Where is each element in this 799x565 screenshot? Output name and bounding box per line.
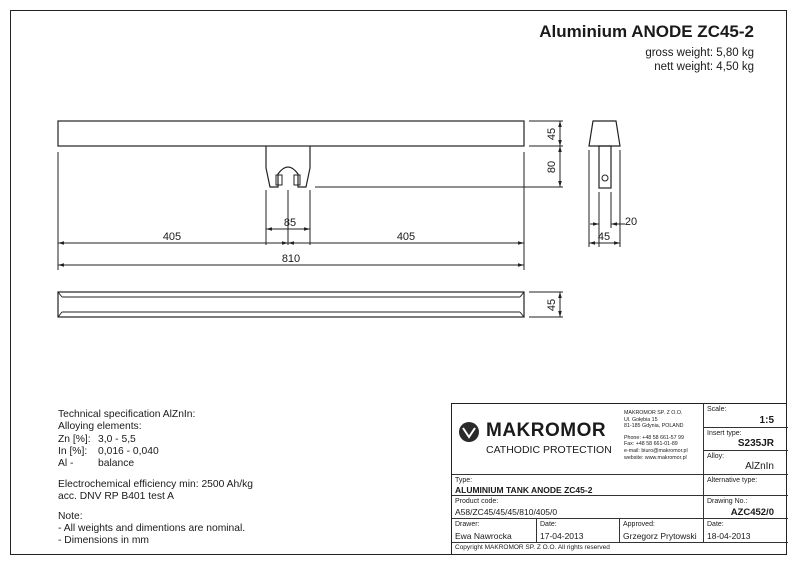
in-value: 0,016 - 0,040 [98,446,159,457]
dim-405-left: 405 [162,231,182,243]
approved-value: Grzegorz Prytowski [623,531,697,541]
dim-80-height: 80 [546,160,558,174]
dim-45-height: 45 [546,127,558,141]
product-code-value: A58/ZC45/45/45/810/405/0 [455,507,558,517]
dim-45-top-view: 45 [546,298,558,312]
anode-insert-bracket [266,146,310,187]
brand-subtitle: CATHODIC PROTECTION [486,444,612,456]
copyright-note: Copyright MAKROMOR SP. Z O.O. All rights reserved [455,544,610,551]
note-units: - Dimensions in mm [58,535,149,546]
spec-heading: Technical specification AlZnIn: [58,409,196,420]
insert-type-value: S235JR [737,438,774,449]
alloying-heading: Alloying elements: [58,421,142,432]
zn-label: Zn [%]: [58,434,91,445]
al-value: balance [98,458,135,469]
company-cell [452,404,704,475]
bracket-slot-left [276,175,282,185]
dim-85-width: 85 [283,217,297,229]
drawer-value: Ewa Nawrocka [455,531,512,541]
approve-date-cell: Date: 18-04-2013 [704,519,788,543]
anode-body-top [58,292,524,317]
nett-weight: nett weight: 4,50 kg [654,61,754,73]
note-weights: - All weights and dimentions are nominal. [58,523,246,534]
al-label: Al - [58,458,74,469]
draw-date-cell: Date: 17-04-2013 [537,519,620,543]
zn-value: 3,0 - 5,5 [98,434,136,445]
insert-hole [602,175,608,181]
alloy-cell: Alloy: AlZnIn [704,451,788,475]
drawing-number-value: AZC452/0 [730,507,774,518]
insert-type-cell: Insert type: S235JR [704,428,788,451]
dim-810-length: 810 [281,253,301,265]
efficiency-line-2: acc. DNV RP B401 test A [58,491,174,502]
type-cell: Type: ALUMINIUM TANK ANODE ZC45-2 [452,475,704,496]
drawing-number-cell: Drawing No.: AZC452/0 [704,496,788,519]
in-label: In [%]: [58,446,88,457]
dim-20-width: 20 [624,216,638,228]
alternative-type-cell: Alternative type: [704,475,788,496]
drawing-title: Aluminium ANODE ZC45-2 [539,22,754,41]
scale-value: 1:5 [759,415,774,426]
makromor-logo-icon [458,421,480,443]
company-address: MAKROMOR SP. Z O.O. Ul. Gołębia 15 81-185 Gdynia, POLAND Phone: +48 58 661-57 99 Fax: +48 58 661-01-89 e-mail: biuro@makromor.pl website: www.makromor.pl [624,410,688,461]
dim-45-width: 45 [597,231,611,243]
approved-cell: Approved: Grzegorz Prytowski [620,519,704,543]
anode-side-profile [589,121,620,146]
scale-cell: Scale: 1:5 [704,404,788,428]
title-block [451,403,787,555]
gross-weight: gross weight: 5,80 kg [645,47,754,59]
product-code-cell: Product code: A58/ZC45/45/45/810/405/0 [452,496,704,519]
draw-date-value: 17-04-2013 [540,531,584,541]
dim-405-right: 405 [396,231,416,243]
drawer-cell: Drawer: Ewa Nawrocka [452,519,537,543]
brand-name: MAKROMOR [486,420,607,441]
bracket-slot-right [294,175,300,185]
approve-date-value: 18-04-2013 [707,531,751,541]
alloy-value: AlZnIn [745,461,774,472]
type-value: ALUMINIUM TANK ANODE ZC45-2 [455,485,593,495]
efficiency-line-1: Electrochemical efficiency min: 2500 Ah/kg [58,479,253,490]
note-heading: Note: [58,511,83,522]
insert-side-profile [599,146,611,188]
anode-body-front [58,121,524,146]
